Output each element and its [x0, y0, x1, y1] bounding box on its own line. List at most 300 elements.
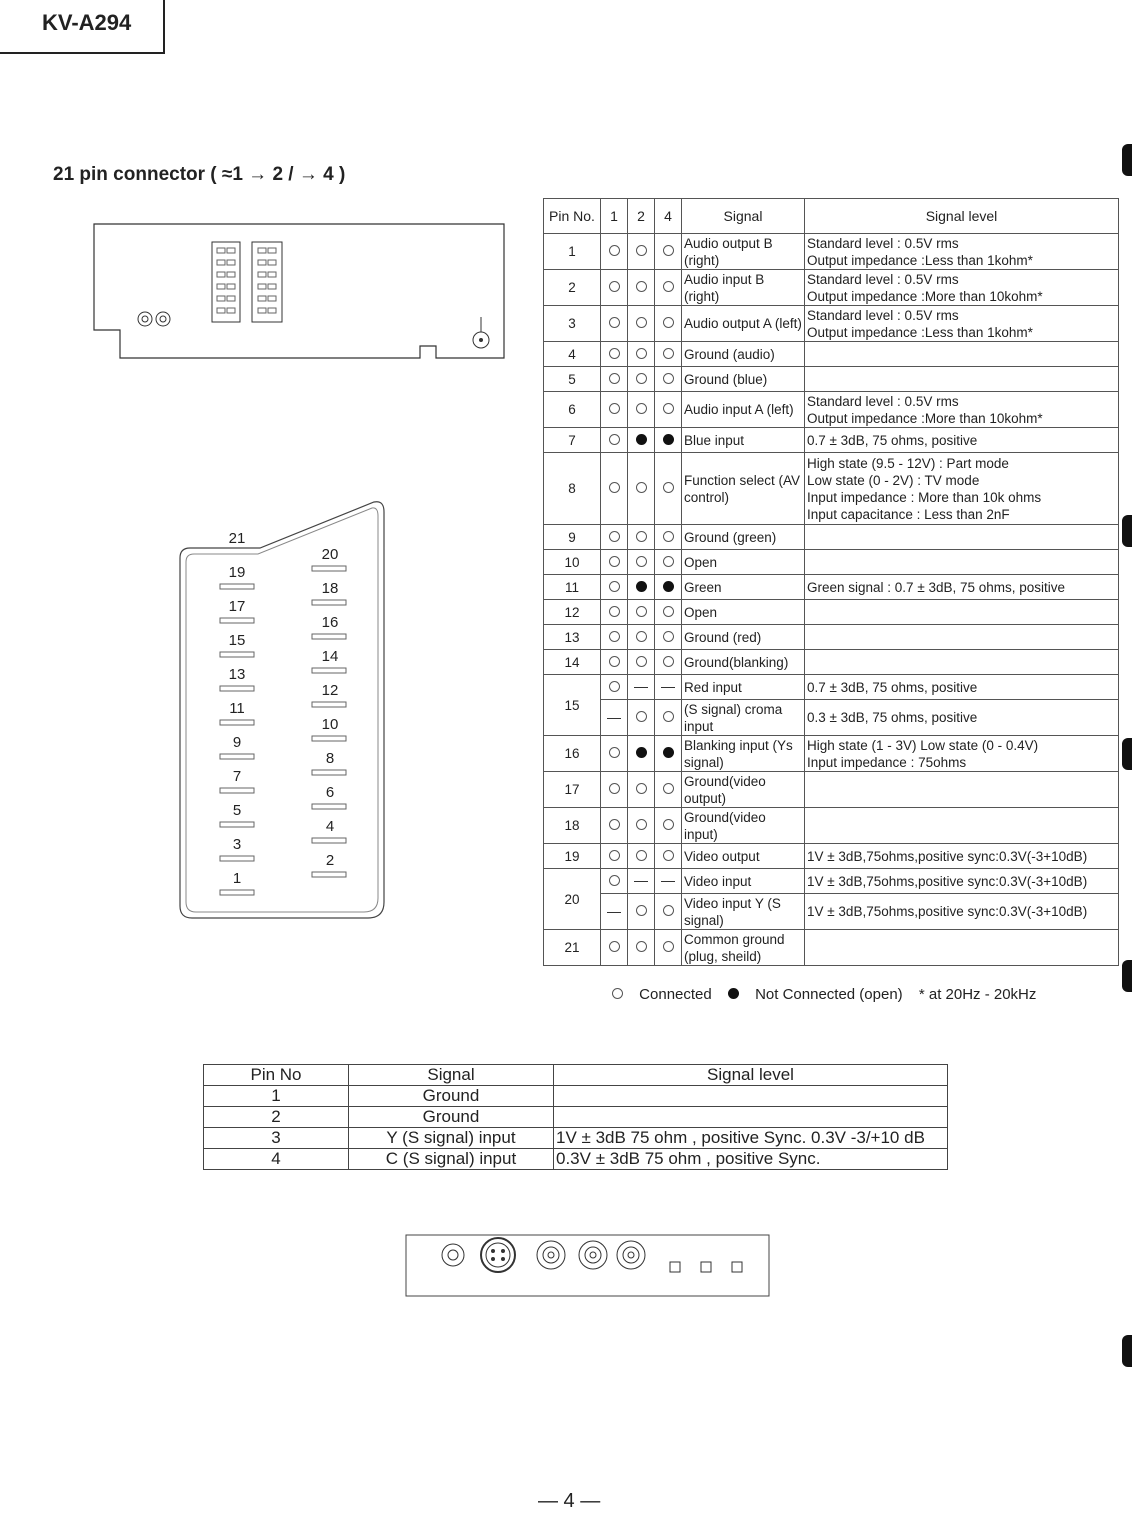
scart-pin-bar — [220, 652, 254, 657]
table-row — [544, 525, 1119, 550]
scart-pin-label: 18 — [321, 580, 339, 597]
signal-level-line: 1V ± 3dB,75ohms,positive sync:0.3V(-3+10dB) — [807, 873, 1088, 889]
pin-number: 4 — [544, 342, 601, 367]
not-applicable-icon — [607, 912, 621, 913]
scart-pin-label: 9 — [232, 734, 242, 751]
signal-level-cell — [805, 869, 1119, 894]
signal-cell: Blue input — [682, 428, 805, 453]
connected-icon — [609, 681, 620, 692]
mode-cell — [628, 575, 655, 600]
connected-icon — [636, 631, 647, 642]
scart-pin-label: 11 — [229, 700, 245, 717]
pin-number: 21 — [544, 930, 601, 966]
signal-level-cell — [805, 367, 1119, 392]
mode-cell — [655, 270, 682, 306]
signal-level-cell — [805, 550, 1119, 575]
signal-level-line: 0.7 ± 3dB, 75 ohms, positive — [807, 432, 978, 448]
mode-cell — [655, 575, 682, 600]
binding-mark — [1122, 144, 1132, 176]
table-row — [544, 736, 1119, 772]
table-row — [544, 675, 1119, 700]
table-row — [204, 1107, 948, 1128]
connected-icon — [663, 783, 674, 794]
signal-cell: Video input — [682, 869, 805, 894]
not-applicable-icon — [634, 687, 648, 688]
mode-cell — [628, 869, 655, 894]
signal-cell: Audio input A (left) — [682, 392, 805, 428]
mode-cell — [655, 930, 682, 966]
table-row — [544, 844, 1119, 869]
connected-icon — [663, 711, 674, 722]
scart-pin-label: 12 — [321, 682, 339, 699]
mode-cell — [601, 428, 628, 453]
pin-number: 7 — [544, 428, 601, 453]
sv-pin: 1 — [204, 1086, 349, 1107]
connected-icon — [636, 348, 647, 359]
signal-cell: Open — [682, 550, 805, 575]
mode-cell — [601, 675, 628, 700]
mode-cell — [601, 575, 628, 600]
signal-level-line: Output impedance :Less than 1kohm* — [807, 252, 1033, 268]
sv-signal: Ground — [349, 1107, 554, 1128]
mode-cell — [628, 650, 655, 675]
col-mode-4: 4 — [655, 199, 682, 234]
signal-level-line: Input impedance : More than 10k ohms — [807, 489, 1042, 505]
pin-number: 5 — [544, 367, 601, 392]
mode-cell — [628, 367, 655, 392]
scart-pin-bar — [312, 668, 346, 673]
connected-icon — [663, 606, 674, 617]
mode-cell — [601, 772, 628, 808]
scart-pin-bar — [312, 770, 346, 775]
connected-icon — [609, 403, 620, 414]
sv-col-pin: Pin No — [204, 1065, 349, 1086]
connected-icon — [636, 373, 647, 384]
mode-cell — [655, 600, 682, 625]
connected-icon — [636, 245, 647, 256]
signal-cell: Ground(video input) — [682, 808, 805, 844]
signal-level-cell — [805, 428, 1119, 453]
table-row — [544, 428, 1119, 453]
signal-level-cell — [805, 525, 1119, 550]
mode-cell — [601, 234, 628, 270]
mode-cell — [628, 600, 655, 625]
mode-cell — [601, 625, 628, 650]
signal-level-cell — [805, 772, 1119, 808]
scart-pin-label: 14 — [321, 648, 339, 665]
not-connected-icon — [663, 747, 674, 758]
table-row — [544, 575, 1119, 600]
connected-icon — [636, 941, 647, 952]
mode-cell — [601, 367, 628, 392]
table-row — [544, 700, 1119, 736]
connected-icon — [663, 373, 674, 384]
mode-cell — [601, 550, 628, 575]
signal-cell: Common ground (plug, sheild) — [682, 930, 805, 966]
not-connected-icon — [663, 581, 674, 592]
mode-cell — [628, 525, 655, 550]
scart-pin-bar — [312, 566, 346, 571]
connected-icon — [636, 403, 647, 414]
scart-pin-bar — [220, 890, 254, 895]
scart-pin-bar — [220, 754, 254, 759]
signal-cell: Green — [682, 575, 805, 600]
not-connected-icon — [636, 581, 647, 592]
mode-cell — [655, 772, 682, 808]
legend-not-connected: Not Connected (open) — [755, 986, 903, 1003]
pin-number: 18 — [544, 808, 601, 844]
mode-cell — [655, 675, 682, 700]
signal-level-line: 1V ± 3dB,75ohms,positive sync:0.3V(-3+10dB) — [807, 848, 1088, 864]
connected-icon — [663, 631, 674, 642]
scart-pin-label: 19 — [228, 564, 246, 581]
connected-icon — [636, 482, 647, 493]
mode-cell — [628, 675, 655, 700]
connected-icon — [609, 531, 620, 542]
mode-cell — [655, 453, 682, 525]
signal-level-cell — [805, 270, 1119, 306]
signal-cell: Red input — [682, 675, 805, 700]
signal-level-cell — [805, 700, 1119, 736]
svideo-table — [203, 1064, 948, 1170]
table-row — [544, 306, 1119, 342]
mode-cell — [628, 234, 655, 270]
signal-level-line: 0.7 ± 3dB, 75 ohms, positive — [807, 679, 978, 695]
connected-icon — [663, 317, 674, 328]
signal-level-line: Standard level : 0.5V rms — [807, 271, 959, 287]
scart-pin-bar — [312, 736, 346, 741]
pin-number: 6 — [544, 392, 601, 428]
mode-cell — [628, 700, 655, 736]
mode-cell — [655, 306, 682, 342]
mode-cell — [628, 428, 655, 453]
scart-pin-bar — [220, 720, 254, 725]
signal-level-cell — [805, 675, 1119, 700]
connected-icon — [636, 819, 647, 830]
signal-level-line: 0.3 ± 3dB, 75 ohms, positive — [807, 710, 978, 725]
table-row — [544, 234, 1119, 270]
sv-level: 1V ± 3dB 75 ohm , positive Sync. 0.3V -3/+10 dB — [554, 1128, 948, 1149]
not-connected-icon — [728, 988, 739, 999]
pin-number: 20 — [544, 869, 601, 930]
signal-level-line: Output impedance :Less than 1kohm* — [807, 324, 1033, 340]
scart-pin-bar — [312, 634, 346, 639]
mode-cell — [655, 550, 682, 575]
scart-pin-label: 17 — [228, 598, 246, 615]
mode-cell — [601, 270, 628, 306]
not-connected-icon — [636, 747, 647, 758]
legend-note: * at 20Hz - 20kHz — [918, 986, 1037, 1003]
mode-cell — [601, 392, 628, 428]
signal-level-line: Standard level : 0.5V rms — [807, 235, 959, 251]
scart-pin-label: 3 — [232, 836, 242, 853]
connected-icon — [609, 941, 620, 952]
connected-icon — [636, 905, 647, 916]
mode-cell — [628, 306, 655, 342]
mode-cell — [628, 894, 655, 930]
signal-level-line: Green signal : 0.7 ± 3dB, 75 ohms, positive — [807, 579, 1066, 595]
scart-pin-bar — [312, 702, 346, 707]
mode-cell — [655, 367, 682, 392]
mode-cell — [655, 808, 682, 844]
pin-number: 12 — [544, 600, 601, 625]
signal-level-cell — [805, 844, 1119, 869]
pin-number: 8 — [544, 453, 601, 525]
scart-pin-label: 10 — [321, 716, 339, 733]
sv-pin: 3 — [204, 1128, 349, 1149]
signal-level-cell — [805, 894, 1119, 930]
mode-cell — [601, 844, 628, 869]
mode-cell — [655, 625, 682, 650]
connected-icon — [663, 245, 674, 256]
mode-cell — [628, 270, 655, 306]
table-row — [204, 1149, 948, 1170]
mode-cell — [655, 428, 682, 453]
mode-cell — [655, 869, 682, 894]
scart-pin-label: 7 — [232, 768, 242, 785]
connected-icon — [663, 281, 674, 292]
pin-table — [543, 198, 1119, 966]
signal-level-line: Input capacitance : Less than 2nF — [807, 506, 1010, 522]
section-heading: 21 pin connector ( ≈1 → 2 / → 4 ) — [53, 164, 346, 185]
mode-cell — [628, 550, 655, 575]
not-connected-icon — [663, 434, 674, 445]
signal-cell: Open — [682, 600, 805, 625]
pin-number: 11 — [544, 575, 601, 600]
col-mode-2: 2 — [628, 199, 655, 234]
sv-pin: 2 — [204, 1107, 349, 1128]
scart-pin-bar — [312, 600, 346, 605]
col-pin: Pin No. — [544, 199, 601, 234]
connected-icon — [663, 556, 674, 567]
signal-level-cell — [805, 306, 1119, 342]
signal-cell: Ground(video output) — [682, 772, 805, 808]
mode-cell — [601, 600, 628, 625]
mode-cell — [655, 392, 682, 428]
mode-cell — [628, 736, 655, 772]
signal-level-cell — [805, 625, 1119, 650]
scart-pin-label: 6 — [325, 784, 335, 801]
mode-cell — [655, 700, 682, 736]
sv-level — [554, 1086, 948, 1107]
scart-pin-bar — [220, 686, 254, 691]
mode-cell — [628, 453, 655, 525]
rear-panel-diagram — [90, 220, 510, 365]
signal-level-cell — [805, 234, 1119, 270]
sv-signal: Ground — [349, 1086, 554, 1107]
signal-cell: Ground(blanking) — [682, 650, 805, 675]
not-applicable-icon — [661, 881, 675, 882]
mode-cell — [601, 894, 628, 930]
legend — [612, 986, 1048, 1003]
scart-pin-bar — [312, 804, 346, 809]
connected-icon — [609, 819, 620, 830]
signal-level-line: Low state (0 - 2V) : TV mode — [807, 472, 980, 488]
connected-icon — [663, 941, 674, 952]
scart-pin-label: 16 — [321, 614, 339, 631]
scart-pin-bar — [312, 872, 346, 877]
connected-icon — [609, 656, 620, 667]
scart-pin-bar — [220, 618, 254, 623]
page-number: — 4 — — [538, 1490, 601, 1512]
sv-signal: C (S signal) input — [349, 1149, 554, 1170]
signal-cell: Audio input B (right) — [682, 270, 805, 306]
scart-pin-label: 21 — [228, 530, 246, 547]
signal-cell: Ground (blue) — [682, 367, 805, 392]
scart-pin-label: 1 — [232, 870, 242, 887]
signal-level-line: Output impedance :More than 10kohm* — [807, 288, 1043, 304]
connected-icon — [636, 556, 647, 567]
pin-number: 13 — [544, 625, 601, 650]
connected-icon — [636, 711, 647, 722]
signal-cell: Ground (red) — [682, 625, 805, 650]
signal-cell: Function select (AV control) — [682, 453, 805, 525]
col-signal: Signal — [682, 199, 805, 234]
scart-pin-label: 2 — [325, 852, 335, 869]
sv-col-signal: Signal — [349, 1065, 554, 1086]
binding-mark — [1122, 1335, 1132, 1367]
signal-cell: Blanking input (Ys signal) — [682, 736, 805, 772]
scart-pin-label: 5 — [232, 802, 242, 819]
connected-icon — [609, 747, 620, 758]
connected-icon — [609, 482, 620, 493]
pin-number: 2 — [544, 270, 601, 306]
signal-level-line: Standard level : 0.5V rms — [807, 393, 959, 409]
mode-cell — [601, 700, 628, 736]
pin-number: 14 — [544, 650, 601, 675]
table-row — [544, 930, 1119, 966]
sv-level — [554, 1107, 948, 1128]
mode-cell — [655, 894, 682, 930]
col-signal-level: Signal level — [805, 199, 1119, 234]
table-row — [544, 894, 1119, 930]
signal-level-cell — [805, 575, 1119, 600]
mode-cell — [655, 844, 682, 869]
table-row — [544, 625, 1119, 650]
connected-icon — [636, 281, 647, 292]
connected-icon — [609, 245, 620, 256]
mode-cell — [628, 772, 655, 808]
connected-icon — [663, 531, 674, 542]
mode-cell — [601, 930, 628, 966]
signal-level-line: High state (1 - 3V) Low state (0 - 0.4V) — [807, 737, 1039, 753]
table-row — [544, 808, 1119, 844]
connected-icon — [609, 317, 620, 328]
signal-cell: Audio output B (right) — [682, 234, 805, 270]
connected-icon — [609, 373, 620, 384]
connected-icon — [609, 581, 620, 592]
signal-cell: Ground (green) — [682, 525, 805, 550]
not-applicable-icon — [661, 687, 675, 688]
pin-number: 10 — [544, 550, 601, 575]
connected-icon — [663, 403, 674, 414]
pin-number: 3 — [544, 306, 601, 342]
signal-cell: Video input Y (S signal) — [682, 894, 805, 930]
scart-pin-bar — [220, 822, 254, 827]
scart-pin-label: 20 — [321, 546, 339, 563]
mode-cell — [628, 342, 655, 367]
mode-cell — [655, 342, 682, 367]
scart-pin-bar — [220, 584, 254, 589]
connected-icon — [609, 606, 620, 617]
mode-cell — [601, 453, 628, 525]
table-row — [544, 342, 1119, 367]
connected-icon — [609, 875, 620, 886]
connected-icon — [663, 850, 674, 861]
mode-cell — [601, 808, 628, 844]
connected-icon — [609, 783, 620, 794]
mode-cell — [601, 869, 628, 894]
mode-cell — [655, 736, 682, 772]
signal-level-line: Standard level : 0.5V rms — [807, 307, 959, 323]
pin-number: 17 — [544, 772, 601, 808]
binding-mark — [1122, 738, 1132, 770]
pin-number: 15 — [544, 675, 601, 736]
table-row — [544, 550, 1119, 575]
connected-icon — [609, 348, 620, 359]
scart-pin-label: 15 — [228, 632, 246, 649]
scart-connector-diagram — [176, 498, 388, 922]
connected-icon — [609, 631, 620, 642]
scart-pin-bar — [220, 856, 254, 861]
signal-level-line: High state (9.5 - 12V) : Part mode — [807, 455, 1009, 471]
signal-level-cell — [805, 600, 1119, 625]
front-panel-diagram — [405, 1234, 771, 1298]
mode-cell — [655, 525, 682, 550]
col-mode-1: 1 — [601, 199, 628, 234]
signal-level-line: 1V ± 3dB,75ohms,positive sync:0.3V(-3+10dB) — [807, 904, 1088, 919]
legend-connected: Connected — [639, 986, 712, 1003]
connected-icon — [636, 317, 647, 328]
table-row — [544, 270, 1119, 306]
mode-cell — [628, 625, 655, 650]
mode-cell — [601, 342, 628, 367]
mode-cell — [601, 306, 628, 342]
sv-col-level: Signal level — [554, 1065, 948, 1086]
mode-cell — [628, 844, 655, 869]
mode-cell — [628, 808, 655, 844]
scart-pin-bar — [220, 788, 254, 793]
signal-cell: Ground (audio) — [682, 342, 805, 367]
signal-cell: Video output — [682, 844, 805, 869]
sv-level: 0.3V ± 3dB 75 ohm , positive Sync. — [554, 1149, 948, 1170]
connected-icon — [636, 783, 647, 794]
table-row — [544, 392, 1119, 428]
connected-icon — [636, 606, 647, 617]
signal-level-cell — [805, 736, 1119, 772]
mode-cell — [601, 736, 628, 772]
scart-pin-label: 13 — [228, 666, 246, 683]
table-row — [544, 772, 1119, 808]
not-applicable-icon — [634, 881, 648, 882]
mode-cell — [601, 650, 628, 675]
scart-pin-label: 8 — [325, 750, 335, 767]
table-row — [544, 367, 1119, 392]
sv-signal: Y (S signal) input — [349, 1128, 554, 1149]
not-applicable-icon — [607, 718, 621, 719]
signal-cell: (S signal) croma input — [682, 700, 805, 736]
table-row — [204, 1086, 948, 1107]
table-row — [544, 600, 1119, 625]
mode-cell — [601, 525, 628, 550]
mode-cell — [655, 650, 682, 675]
scart-pin-label: 4 — [325, 818, 335, 835]
scart-pin-bar — [312, 838, 346, 843]
connected-icon — [663, 656, 674, 667]
connected-icon — [609, 556, 620, 567]
table-row — [544, 869, 1119, 894]
connected-icon — [609, 434, 620, 445]
